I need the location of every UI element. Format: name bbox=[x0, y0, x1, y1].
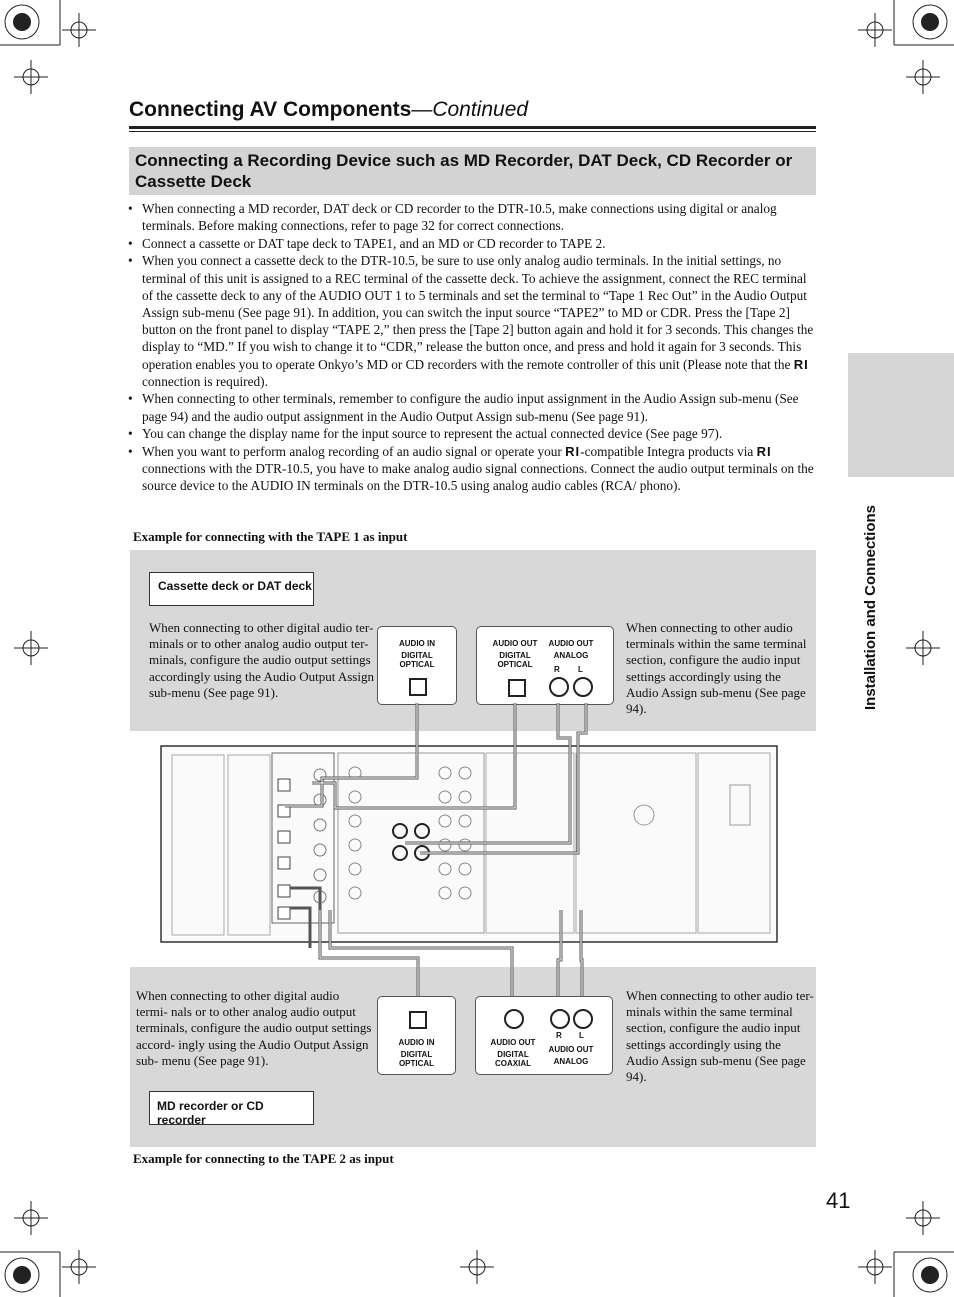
page-title bbox=[129, 98, 528, 122]
ri-logo: RI bbox=[756, 443, 772, 459]
cassette-deck-box bbox=[149, 572, 314, 606]
list-item: • When connecting to other terminals, remember to configure the audio input assignment in the Audio Assign sub-menu (See page 94) and the audio output assignment in the Audio Output Assign sub-menu (See page 91). bbox=[125, 390, 817, 424]
bottom-diagram-caption: Example for connecting to the TAPE 2 as input bbox=[133, 1151, 394, 1166]
list-item: • Connect a cassette or DAT tape deck to TAPE1, and an MD or CD recorder to TAPE 2. bbox=[125, 235, 817, 252]
top-note-left: When connecting to other digital audio ter- minals or to other analog audio output ter- minals, configure the audio output settings accordingly using the Audio Output Assign sub-menu (See page 91). bbox=[149, 620, 374, 700]
list-item: • You can change the display name for the input source to represent the actual connected device (See page 97). bbox=[125, 425, 817, 442]
bottom-note-left: When connecting to other digital audio termi- nals or to other analog audio output terminals, configure the audio output settings accord- ingly using the Audio Output Assign sub- menu (See page 91). bbox=[136, 988, 372, 1068]
top-note-right: When connecting to other audio terminals within the same terminal section, configure the audio input settings accordingly using the Audio Assign sub-menu (See page 94). bbox=[626, 620, 807, 717]
top-audio-out-jack-box: AUDIO OUT DIGITAL OPTICAL AUDIO OUT ANALOG R L bbox=[476, 626, 614, 705]
title-rule bbox=[129, 126, 816, 129]
page-number: 41 bbox=[826, 1188, 851, 1213]
coaxial-jack-icon bbox=[504, 1009, 524, 1029]
ri-logo: RI bbox=[793, 356, 809, 372]
bottom-audio-out-jack-box: R L AUDIO OUT DIGITAL COAXIAL AUDIO OUT ANALOG bbox=[475, 996, 613, 1075]
bottom-note-right: When connecting to other audio ter- minals within the same terminal section, configure the audio input settings accordingly using the Audio Assign sub-menu (See page 94). bbox=[626, 988, 814, 1085]
list-item: • When you connect a cassette deck to the DTR-10.5, be sure to use only analog audio terminals. In the initial settings, no terminal of this unit is assigned to a REC terminal of the cassette deck. To achieve the assignment, connect the REC terminal of the cassette deck to any of the AUDIO OUT 1 to 5 terminals and set the terminal to “Tape 1 Rec Out” in the Audio Output Assign sub-menu (See page 91). In addition, you can switch the input source “TAPE2” to MD or CDR. Press the [Tape 2] button on the front panel to display “TAPE 2,” then press the [Tape 2] button again and hold it for 3 seconds. This changes the display to “MD.” If you wish to change it to “CDR,” release the button once, and press and hold it again for 3 seconds. This operation enables you to operate Onkyo’s MD or CD recorders with the remote controller of this unit (Please note that the RI connection is required). bbox=[125, 252, 817, 390]
page-title-suffix: —Continued bbox=[411, 98, 529, 121]
md-recorder-box bbox=[149, 1091, 314, 1125]
top-diagram-caption: Example for connecting with the TAPE 1 as input bbox=[133, 529, 408, 544]
list-item: • When connecting a MD recorder, DAT deck or CD recorder to the DTR-10.5, make connections using digital or analog terminals. Before making connections, refer to page 32 for correct connections. bbox=[125, 200, 817, 234]
device-label: MD recorder or CD recorder bbox=[157, 1099, 264, 1127]
rca-jack-icon bbox=[573, 1009, 593, 1029]
rca-jack-icon bbox=[550, 1009, 570, 1029]
title-rule-thin bbox=[129, 131, 816, 132]
list-item: • When you want to perform analog recording of an audio signal or operate your RI-compatible Integra products via RI connections with the DTR-10.5, you have to make analog audio signal connections. Connect the audio output terminals on the source device to the AUDIO IN terminals on the DTR-10.5 using analog audio cables (RCA/ phono). bbox=[125, 443, 817, 495]
device-label: Cassette deck or DAT deck bbox=[158, 579, 312, 593]
optical-jack-icon bbox=[409, 1011, 427, 1029]
ri-logo: RI bbox=[565, 443, 581, 459]
bullet-list bbox=[125, 200, 817, 495]
bottom-audio-in-jack-box: AUDIO IN DIGITAL OPTICAL bbox=[377, 996, 456, 1075]
side-tab-label: Installation and Connections bbox=[862, 504, 879, 710]
side-tab bbox=[848, 353, 954, 477]
section-heading: Connecting a Recording Device such as MD Recorder, DAT Deck, CD Recorder or Cassette Deck bbox=[135, 151, 793, 191]
top-audio-in-jack-box: AUDIO IN DIGITAL OPTICAL bbox=[377, 626, 457, 705]
page-title-text: Connecting AV Components bbox=[129, 98, 412, 121]
